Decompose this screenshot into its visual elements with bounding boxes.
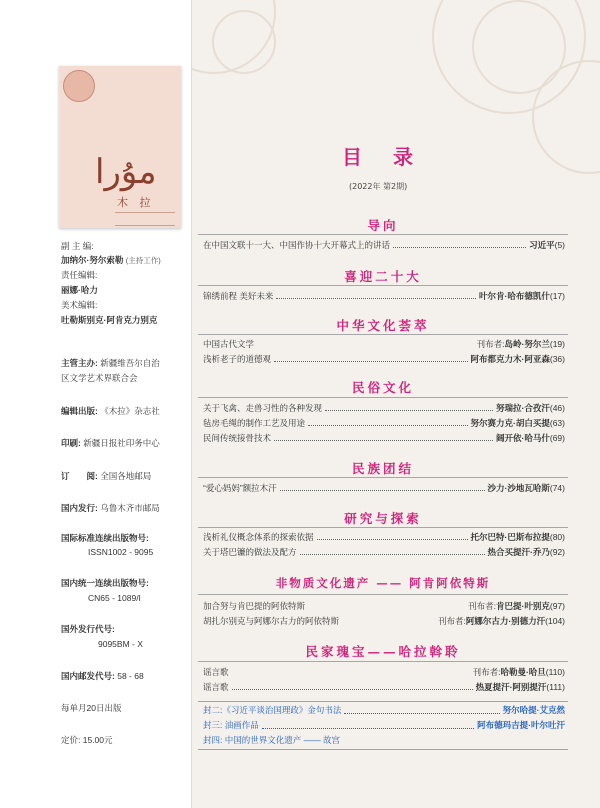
section-rule <box>198 594 568 595</box>
art-editor-name <box>61 314 157 326</box>
toc-entry[interactable] <box>203 665 565 678</box>
entry-prefix: 刊布者: <box>437 615 466 626</box>
entry-page: (110) <box>545 666 565 677</box>
toc-entry[interactable] <box>203 416 565 429</box>
domestic-distribution <box>61 502 160 514</box>
foreign-value: 9095BM - X <box>98 639 143 649</box>
cover-entry-author: 阿布德玛吉提·叶尔吐汗 <box>477 720 565 730</box>
cn-value: CN65 - 1089/I <box>88 593 141 603</box>
entry-page: (46) <box>549 402 565 413</box>
entry-page: (17) <box>549 290 565 301</box>
subscription-label: 订 阅: <box>61 471 98 481</box>
entry-author: 岛岭·努尔兰 <box>504 338 550 349</box>
left-column <box>0 0 192 808</box>
section-rule <box>198 477 568 478</box>
section-heading: 民族团结 <box>351 461 414 476</box>
entry-author: 哈勒曼·哈旦 <box>500 666 546 677</box>
entry-title: 加合努与肯巴提的阿依特斯 <box>203 600 306 611</box>
entry-title: 谣言歌 <box>203 681 229 692</box>
section-heading: 中华文化荟萃 <box>336 318 430 333</box>
leader-dots <box>280 484 485 491</box>
toc-entry[interactable] <box>203 545 565 558</box>
domestic-value: 乌鲁木齐市邮局 <box>100 503 160 513</box>
responsible-editor-name <box>61 284 98 296</box>
cn-label-text: 国内统一连续出版物号: <box>61 578 149 588</box>
entry-page: (80) <box>549 531 565 542</box>
entry-author: 叶尔肯·哈布德凯什 <box>479 290 550 301</box>
sponsor-label: 主管主办: <box>61 358 98 368</box>
entry-author: 托尔巴特·巴斯布拉提 <box>470 531 550 542</box>
entry-title: 在中国文联十一大、中国作协十大开幕式上的讲话 <box>203 239 391 250</box>
foreign-label <box>61 623 115 635</box>
toc-entry[interactable] <box>203 530 565 543</box>
entry-title: 胡扎尔别克与阿娜尔古力的阿依特斯 <box>203 615 340 626</box>
entry-title: 中国古代文学 <box>203 338 255 349</box>
foreign-label-text: 国外发行代号: <box>61 624 115 634</box>
responsible-editor-label: 责任编辑: <box>61 270 98 280</box>
publisher <box>61 405 160 417</box>
sponsor <box>61 357 160 369</box>
toc-entry[interactable] <box>203 352 565 365</box>
anniversary-emblem <box>63 70 95 102</box>
entry-title: 浅析礼仪概念体系的探索依据 <box>203 531 314 542</box>
toc-title: 目 录 <box>342 145 425 169</box>
leader-dots <box>300 548 485 555</box>
leader-dots <box>232 683 473 690</box>
cover-entry[interactable] <box>203 719 565 731</box>
entry-page: (104) <box>545 615 565 626</box>
issn-value: ISSN1002 - 9095 <box>88 547 154 557</box>
printer <box>61 437 160 449</box>
entry-prefix: 刊布者: <box>472 666 501 677</box>
toc-entry[interactable] <box>203 238 565 251</box>
publisher-value: 《木拉》杂志社 <box>100 406 160 416</box>
entry-author: 肯巴提·叶别克 <box>496 600 550 611</box>
publisher-label: 编辑出版: <box>61 406 98 416</box>
toc-entry[interactable] <box>203 401 565 414</box>
cover-entry-title: 封四: 中国的世界文化遗产 —— 故宫 <box>203 735 340 745</box>
cover-entry-author: 努尔哈提·艾克然 <box>502 705 565 715</box>
art-editor-label: 美术编辑: <box>61 300 98 310</box>
ornament-swirl <box>212 10 276 74</box>
cover-entry-title: 封二:《习近平谈治国理政》金句书法 <box>203 705 342 715</box>
entry-title: 谣言歌 <box>203 666 229 677</box>
domestic-label: 国内发行: <box>61 503 98 513</box>
entry-author: 阔开依·哈马什 <box>496 432 550 443</box>
entry-title: 毡房毛绳的制作工艺及用途 <box>203 417 306 428</box>
section-rule <box>198 397 568 398</box>
entry-page: (5) <box>554 239 565 250</box>
entry-author: 习近平 <box>529 239 555 250</box>
section-heading: 民家瑰宝——哈拉斡聆 <box>305 644 461 659</box>
section-rule <box>198 334 568 335</box>
section-heading: 民俗文化 <box>351 380 414 395</box>
entry-page: (19) <box>549 338 565 349</box>
entry-title: 关于飞禽、走兽习性的各种发现 <box>203 402 323 413</box>
cover-script-title: مۇرا <box>95 152 157 192</box>
postal-code <box>61 670 144 682</box>
deputy-editor-note: (主持工作) <box>125 256 161 265</box>
deputy-editor-label: 副 主 编: <box>61 241 94 251</box>
section-heading: 导向 <box>367 218 399 233</box>
leader-dots <box>325 404 493 411</box>
leader-dots <box>308 419 468 426</box>
toc-entry[interactable] <box>203 481 565 494</box>
entry-page: (97) <box>549 600 565 611</box>
entry-author: 热合买提汗·乔乃 <box>487 546 550 557</box>
entry-author: 努尔赛力克·胡白买提 <box>470 417 550 428</box>
toc-issue: (2022年 第2期) <box>349 182 408 191</box>
postal-label: 国内邮发代号: <box>61 671 115 681</box>
entry-author: 努瑞拉·合孜汗 <box>496 402 550 413</box>
entry-page: (63) <box>549 417 565 428</box>
entry-title: 关于塔巴镰的做法及配方 <box>203 546 297 557</box>
toc-entry[interactable] <box>203 337 565 350</box>
entry-title: “爱心妈妈”额拉木汗 <box>203 482 277 493</box>
section-rule <box>198 285 568 286</box>
publication-date: 每单月20日出版 <box>61 703 122 713</box>
subscription-value: 全国各地邮局 <box>100 471 152 481</box>
issn-label-text: 国际标准连续出版物号: <box>61 533 149 543</box>
leader-dots <box>317 533 468 540</box>
sponsor-value-1: 新疆维吾尔自治 <box>100 358 160 368</box>
entry-author: 沙力·沙地瓦哈斯 <box>487 482 550 493</box>
cover-entry-title: 封三: 油画作品 <box>203 720 259 730</box>
entry-title: 锦绣前程 美好未来 <box>203 290 274 301</box>
leader-dots <box>276 292 476 299</box>
section-rule <box>198 234 568 235</box>
issn-label <box>61 532 149 544</box>
section-heading: 研究与探索 <box>344 511 422 526</box>
leader-dots <box>262 722 474 729</box>
entry-page: (36) <box>549 353 565 364</box>
cover-chinese-title: 木 拉 <box>117 196 155 209</box>
entry-title: 民间传统接骨技术 <box>203 432 272 443</box>
responsible-editor-name-text: 丽娜·哈力 <box>61 285 98 295</box>
toc-entry[interactable] <box>203 599 565 612</box>
toc-entry[interactable] <box>203 614 565 627</box>
section-heading: 非物质文化遗产 —— 阿肯阿依特斯 <box>275 576 491 590</box>
entry-author: 阿娜尔古力·别德力汗 <box>465 615 546 626</box>
deputy-editor-name: 加纳尔·努尔索勒 <box>61 255 124 265</box>
entry-page: (69) <box>549 432 565 443</box>
printer-label: 印刷: <box>61 438 81 448</box>
entry-page: (92) <box>549 546 565 557</box>
art-editor-name-text: 吐勒斯别克·阿肯克力别克 <box>61 315 158 325</box>
covers-rule <box>198 749 568 750</box>
covers-rule <box>198 701 568 702</box>
leader-dots <box>393 241 526 248</box>
section-rule <box>198 661 568 662</box>
cover-fine-print <box>115 212 175 226</box>
cover-entry[interactable] <box>203 734 565 746</box>
deputy-editor <box>61 254 161 266</box>
cn-label <box>61 577 149 589</box>
price: 定价: 15.00元 <box>61 735 113 745</box>
section-heading: 喜迎二十大 <box>344 269 422 284</box>
entry-prefix: 刊布者: <box>476 338 505 349</box>
entry-author: 热夏提汗·阿别提汗 <box>475 681 547 692</box>
leader-dots <box>274 434 493 441</box>
entry-prefix: 刊布者: <box>468 600 497 611</box>
toc-entry[interactable] <box>203 680 565 693</box>
toc-entry[interactable] <box>203 431 565 444</box>
toc-entry[interactable] <box>203 289 565 302</box>
entry-page: (111) <box>546 681 565 692</box>
leader-dots <box>274 355 468 362</box>
sponsor-value-2: 区文学艺术界联合会 <box>61 373 138 383</box>
postal-value: 58 - 68 <box>117 671 144 681</box>
cover-entry[interactable] <box>203 704 565 716</box>
section-rule <box>198 527 568 528</box>
entry-author: 阿布都克力木·阿亚森 <box>470 353 550 364</box>
entry-page: (74) <box>549 482 565 493</box>
subscription <box>61 470 151 482</box>
leader-dots <box>344 707 499 714</box>
magazine-cover-image <box>59 66 181 228</box>
entry-title: 浅析老子的道德观 <box>203 353 272 364</box>
printer-value: 新疆日报社印务中心 <box>83 438 160 448</box>
